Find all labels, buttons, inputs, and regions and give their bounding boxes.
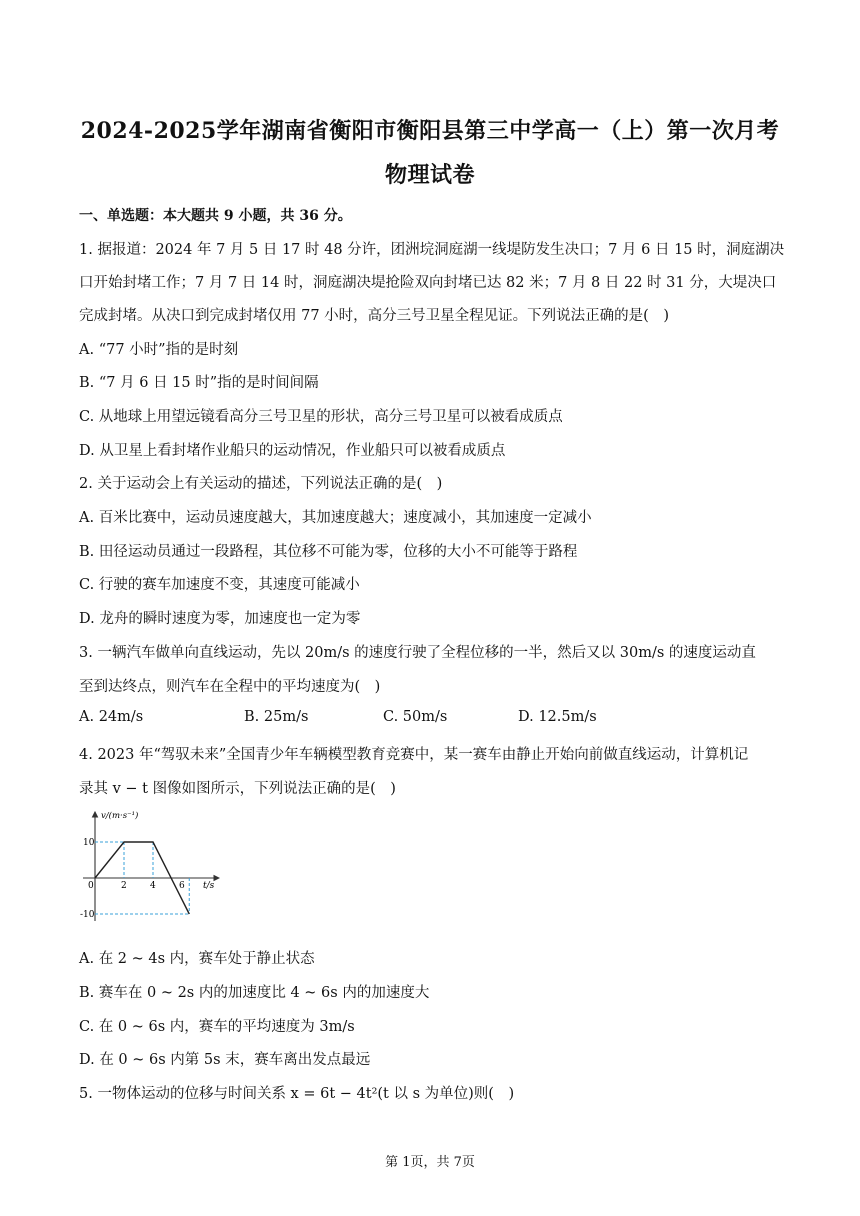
exam-title: 2024-2025学年湖南省衡阳市衡阳县第三中学高一（上）第一次月考: [80, 118, 780, 144]
q3-text-line2: 至到达终点，则汽车在全程中的平均速度为( ): [79, 679, 381, 695]
y-tick-label: 10: [83, 838, 95, 848]
x-tick-label: 6: [179, 881, 185, 891]
x-axis-label: t/s: [203, 881, 215, 891]
q1-option-c: C. 从地球上用望远镜看高分三号卫星的形状，高分三号卫星可以被看成质点: [79, 409, 563, 425]
y-tick-label: -10: [80, 910, 95, 920]
page-footer: 第 1页，共 7页: [385, 1155, 475, 1170]
x-tick-label: 4: [150, 881, 156, 891]
q4-option-c: C. 在 0 ~ 6s 内，赛车的平均速度为 3m/s: [79, 1019, 355, 1035]
vt-graph: [79, 808, 229, 928]
q2-text-line1: 2. 关于运动会上有关运动的描述，下列说法正确的是( ): [79, 476, 443, 492]
q3-option-a: A. 24m/s: [79, 709, 144, 725]
vt-graph-marks: [80, 838, 189, 920]
q1-option-a: A. “77 小时”指的是时刻: [79, 342, 239, 358]
exam-subtitle: 物理试卷: [384, 162, 475, 188]
q1-text-line2: 口开始封堵工作；7 月 7 日 14 时，洞庭湖决堤抢险双向封堵已达 82 米；7 月 8 日 22 时 31 分，大堤决口: [79, 275, 777, 291]
q4-option-a: A. 在 2 ~ 4s 内，赛车处于静止状态: [79, 951, 315, 967]
x-tick-label: 2: [121, 881, 127, 891]
q1-text-line3: 完成封堵。从决口到完成封堵仅用 77 小时，高分三号卫星全程见证。下列说法正确的是( ): [79, 308, 669, 324]
q2-option-a: A. 百米比赛中，运动员速度越大，其加速度越大；速度减小，其加速度一定减小: [79, 510, 592, 526]
q3-option-c: C. 50m/s: [383, 709, 448, 725]
q1-text-line1: 1. 据报道：2024 年 7 月 5 日 17 时 48 分许，团洲垸洞庭湖一线堤防发生决口；7 月 6 日 15 时，洞庭湖决: [79, 242, 785, 258]
q4-option-d: D. 在 0 ~ 6s 内第 5s 末，赛车离出发点最远: [79, 1052, 371, 1068]
q2-option-d: D. 龙舟的瞬时速度为零，加速度也一定为零: [79, 611, 361, 627]
q3-option-b: B. 25m/s: [244, 709, 309, 725]
x-tick-label: 0: [88, 881, 94, 891]
q4-text-line2: 录其 v − t 图像如图所示，下列说法正确的是( ): [79, 781, 396, 797]
q3-text-line1: 3. 一辆汽车做单向直线运动，先以 20m/s 的速度行驶了全程位移的一半，然后又以 30m/s 的速度运动直: [79, 645, 756, 661]
q3-option-d: D. 12.5m/s: [518, 709, 597, 725]
q4-text-line1: 4. 2023 年“驾驭未来”全国青少年车辆模型教育竞赛中，某一赛车由静止开始向前做直线运动，计算机记: [79, 747, 749, 763]
section-heading: 一、单选题：本大题共 9 小题，共 36 分。: [79, 208, 352, 224]
q4-option-b: B. 赛车在 0 ~ 2s 内的加速度比 4 ~ 6s 内的加速度大: [79, 985, 430, 1001]
q1-option-d: D. 从卫星上看封堵作业船只的运动情况，作业船只可以被看成质点: [79, 443, 506, 459]
y-axis-label: v/(m·s⁻¹): [101, 811, 139, 821]
q2-option-c: C. 行驶的赛车加速度不变，其速度可能减小: [79, 577, 360, 593]
q5-text-line1: 5. 一物体运动的位移与时间关系 x = 6t − 4t²(t 以 s 为单位)则( ): [79, 1086, 515, 1102]
q1-option-b: B. “7 月 6 日 15 时”指的是时间间隔: [79, 375, 319, 391]
q2-option-b: B. 田径运动员通过一段路程，其位移不可能为零，位移的大小不可能等于路程: [79, 544, 578, 560]
